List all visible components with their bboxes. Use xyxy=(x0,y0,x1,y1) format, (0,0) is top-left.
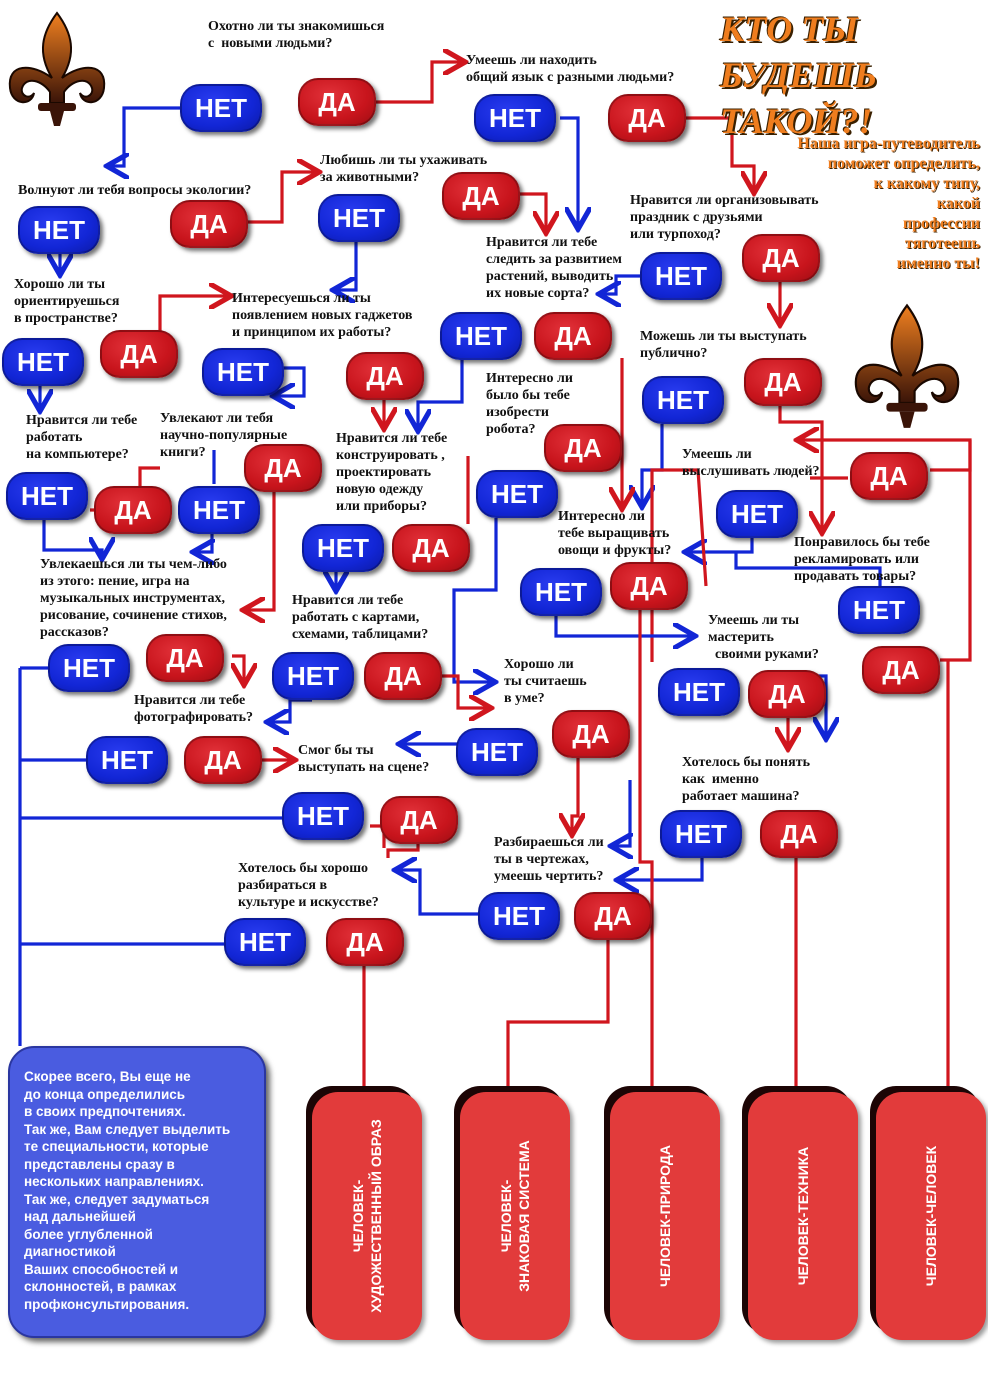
question-9: Можешь ли ты выступать публично? xyxy=(640,329,807,361)
question-3: Волнуют ли тебя вопросы экологии? xyxy=(18,183,252,198)
no-button-q22[interactable]: НЕТ xyxy=(660,810,742,858)
question-22: Хотелось бы понять как именно работает машина? xyxy=(682,755,810,804)
question-20: Хорошо ли ты считаешь в уме? xyxy=(504,657,587,706)
no-button-q23[interactable]: НЕТ xyxy=(282,792,364,840)
result-sign-system-label: ЧЕЛОВЕК- ЗНАКОВАЯ СИСТЕМА xyxy=(498,1140,532,1292)
yes-arrow xyxy=(520,194,546,230)
yes-arrow xyxy=(940,440,970,660)
yes-button-q10[interactable]: ДА xyxy=(544,424,622,472)
yes-button-q19[interactable]: ДА xyxy=(748,670,826,718)
yes-button-q24[interactable]: ДА xyxy=(574,892,652,940)
no-button-q3[interactable]: НЕТ xyxy=(18,206,100,254)
no-button-q14[interactable]: НЕТ xyxy=(716,490,798,538)
yes-arrow xyxy=(248,172,316,222)
yes-button-q18[interactable]: ДА xyxy=(364,652,442,700)
no-button-q20[interactable]: НЕТ xyxy=(456,728,538,776)
no-button-q19[interactable]: НЕТ xyxy=(658,668,740,716)
question-15: Интересно ли тебе выращивать овощи и фрукты? xyxy=(558,509,672,558)
yes-arrow xyxy=(508,940,608,1094)
yes-arrow xyxy=(572,758,578,832)
no-button-q16[interactable]: НЕТ xyxy=(838,586,920,634)
no-button-q24[interactable]: НЕТ xyxy=(478,892,560,940)
result-technology-label: ЧЕЛОВЕК-ТЕХНИКА xyxy=(795,1146,811,1286)
question-2: Умеешь ли находить общий язык с разными людьми? xyxy=(466,53,675,85)
fleur-de-lis-icon-right xyxy=(842,300,972,430)
no-arrow xyxy=(110,108,180,166)
no-button-q25[interactable]: НЕТ xyxy=(224,918,306,966)
no-arrow xyxy=(560,118,578,226)
yes-button-q20[interactable]: ДА xyxy=(552,710,630,758)
no-arrow xyxy=(20,668,48,1046)
yes-button-q9a[interactable]: ДА xyxy=(534,312,612,360)
no-button-q13[interactable]: НЕТ xyxy=(476,470,558,518)
question-10: Интересно ли было бы тебе изобрести робота? xyxy=(486,371,573,437)
page-title: КТО ТЫ БУДЕШЬ ТАКОЙ?! xyxy=(720,9,877,141)
no-button-q11[interactable]: НЕТ xyxy=(6,472,88,520)
undecided-result-text: Скорее всего, Вы еще не до конца определились в своих предпочтениях. Так же, Вам следует выделить те специальности, которые представлены сразу в нескольких направлениях. Так же, следует задуматься над дальнейшей более углубленной диагностикой Ваших способностей и склонностей, в рамках профконсультирования. xyxy=(24,1069,231,1312)
no-arrow xyxy=(44,520,102,556)
question-4: Любишь ли ты ухаживать за животными? xyxy=(320,153,488,185)
yes-button-q16[interactable]: ДА xyxy=(862,646,940,694)
result-nature-label: ЧЕЛОВЕК-ПРИРОДА xyxy=(657,1145,673,1287)
page-subtitle: Наша игра-путеводитель поможет определить, к какому типу, какой профессии тяготеешь именно ты! xyxy=(797,135,980,272)
question-12: Увлекают ли тебя научно-популярные книги? xyxy=(160,411,288,460)
result-technology xyxy=(748,1092,858,1340)
yes-button-q3[interactable]: ДА xyxy=(170,200,248,248)
no-arrow xyxy=(688,538,752,552)
no-arrow xyxy=(620,858,702,880)
question-16: Понравилось бы тебе рекламировать или продавать товары? xyxy=(794,535,930,584)
yes-button-q12[interactable]: ДА xyxy=(244,444,322,492)
question-24: Разбираешься ли ты в чертежах, умеешь чертить? xyxy=(494,835,604,884)
no-button-q6[interactable]: НЕТ xyxy=(640,252,722,300)
question-21: Нравится ли тебе фотографировать? xyxy=(134,693,254,725)
no-arrow xyxy=(336,242,356,290)
question-11: Нравится ли тебе работать на компьютере? xyxy=(26,413,138,462)
no-button-q4[interactable]: НЕТ xyxy=(318,194,400,242)
yes-button-q9[interactable]: ДА xyxy=(744,358,822,406)
question-6: Нравится ли тебе следить за развитием растений, выводить их новые сорта? xyxy=(486,235,622,301)
yes-button-q17[interactable]: ДА xyxy=(146,634,224,682)
fleur-de-lis-icon-top-left xyxy=(2,8,112,128)
yes-arrow xyxy=(376,62,462,102)
question-8: Интересуешься ли ты появлением новых гаджетов и принципом их работы? xyxy=(232,291,413,340)
yes-button-q5[interactable]: ДА xyxy=(742,234,820,282)
yes-button-q14[interactable]: ДА xyxy=(850,452,928,500)
question-17: Увлекаешься ли ты чем-либо из этого: пение, игра на музыкальных инструментах, рисование, сочинение стихов, рассказов? xyxy=(40,557,227,640)
no-button-q15[interactable]: НЕТ xyxy=(520,568,602,616)
no-button-q9[interactable]: НЕТ xyxy=(440,312,522,360)
no-arrow xyxy=(270,700,312,722)
question-23: Смог бы ты выступать на сцене? xyxy=(298,743,430,775)
no-button-q18[interactable]: НЕТ xyxy=(272,652,354,700)
no-arrow xyxy=(418,360,462,428)
yes-button-q1[interactable]: ДА xyxy=(298,78,376,126)
question-13: Нравится ли тебе конструировать , проектировать новую одежду или приборы? xyxy=(336,431,448,514)
result-people xyxy=(876,1092,986,1340)
question-5: Нравится ли организовывать праздник с друзьями или турпоход? xyxy=(630,193,819,242)
no-arrow xyxy=(556,616,692,636)
yes-button-q2[interactable]: ДА xyxy=(608,94,686,142)
yes-arrow xyxy=(388,842,418,858)
no-button-q17[interactable]: НЕТ xyxy=(48,644,130,692)
yes-button-q7[interactable]: ДА xyxy=(100,330,178,378)
yes-button-q23[interactable]: ДА xyxy=(380,796,458,844)
yes-button-q4[interactable]: ДА xyxy=(442,172,520,220)
yes-button-q15[interactable]: ДА xyxy=(610,562,688,610)
yes-button-q11[interactable]: ДА xyxy=(94,486,172,534)
yes-button-q8[interactable]: ДА xyxy=(346,352,424,400)
question-18: Нравится ли тебе работать с картами, схемами, таблицами? xyxy=(292,593,429,642)
result-people-label: ЧЕЛОВЕК-ЧЕЛОВЕК xyxy=(923,1145,939,1287)
no-button-q7[interactable]: НЕТ xyxy=(2,338,84,386)
no-arrow xyxy=(196,534,212,552)
no-arrow xyxy=(398,870,478,914)
result-artistic xyxy=(312,1092,422,1340)
no-button-q13b[interactable]: НЕТ xyxy=(302,524,384,572)
undecided-result-box xyxy=(8,1046,266,1338)
no-button-q1[interactable]: НЕТ xyxy=(180,84,262,132)
result-artistic-label: ЧЕЛОВЕК- ХУДОЖЕСТВЕННЫЙ ОБРАЗ xyxy=(350,1119,384,1313)
yes-arrow xyxy=(232,656,244,682)
question-14: Умеешь ли выслушивать людей? xyxy=(682,447,820,479)
no-button-q2[interactable]: НЕТ xyxy=(474,94,556,142)
result-sign-system xyxy=(460,1092,570,1340)
question-19: Умеешь ли ты мастерить своими руками? xyxy=(708,613,819,662)
question-1: Охотно ли ты знакомишься с новыми людьми? xyxy=(208,19,385,51)
question-25: Хотелось бы хорошо разбираться в культуре и искусстве? xyxy=(238,861,379,910)
yes-arrow xyxy=(640,610,652,1094)
question-7: Хорошо ли ты ориентируешься в пространстве? xyxy=(14,277,120,326)
no-button-q12[interactable]: НЕТ xyxy=(178,486,260,534)
result-nature xyxy=(610,1092,720,1340)
yes-button-q13[interactable]: ДА xyxy=(392,524,470,572)
no-button-q8[interactable]: НЕТ xyxy=(202,348,284,396)
no-button-q21[interactable]: НЕТ xyxy=(86,736,168,784)
no-arrow xyxy=(614,780,630,846)
yes-button-q22[interactable]: ДА xyxy=(760,810,838,858)
yes-button-q21[interactable]: ДА xyxy=(184,736,262,784)
yes-button-q25[interactable]: ДА xyxy=(326,918,404,966)
no-button-q10[interactable]: НЕТ xyxy=(642,376,724,424)
